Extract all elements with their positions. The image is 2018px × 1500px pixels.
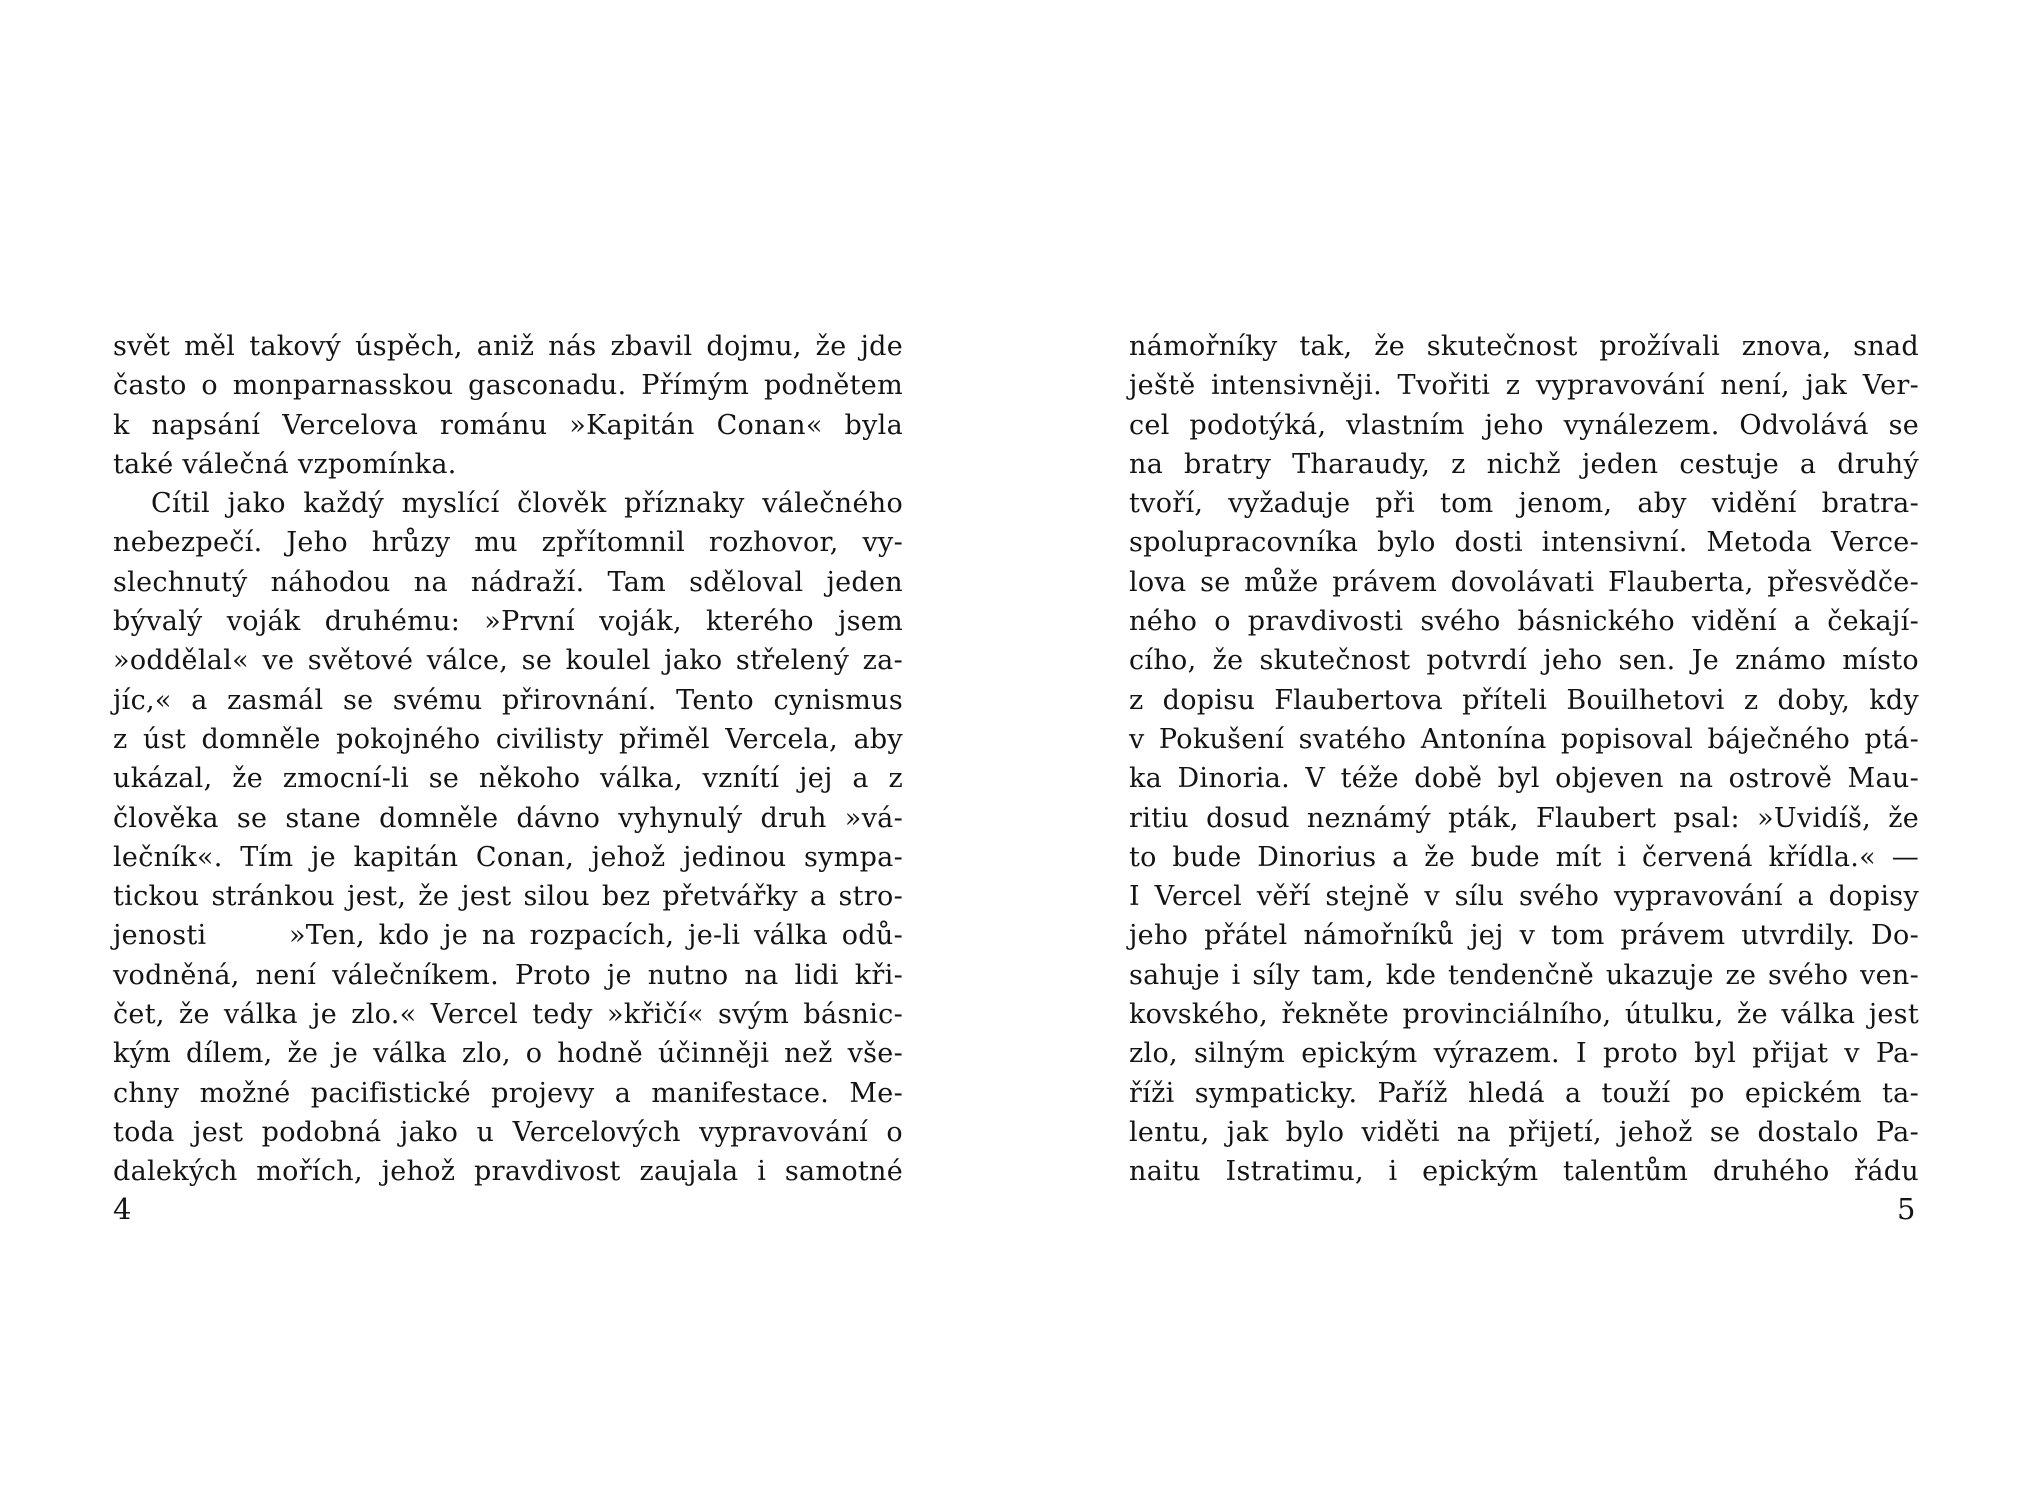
text-line: námořníky tak, že skutečnost prožívali znova, snad bbox=[1129, 331, 1919, 362]
text-line: ného o pravdivosti svého básnického vidění a čekají- bbox=[1129, 606, 1919, 638]
text-line: vodněná, není válečníkem. Proto je nutno na lidi kři- bbox=[113, 959, 903, 991]
left-page-text bbox=[113, 327, 903, 1192]
text-line: spolupracovníka bylo dosti intensivní. Metoda Verce- bbox=[1129, 527, 1919, 559]
text-line: ritiu dosud neznámý pták, Flaubert psal: »Uvidíš, že bbox=[1129, 802, 1919, 834]
text-line: »oddělal« ve světové válce, se koulel jako střelený za- bbox=[113, 645, 903, 677]
text-line: bývalý voják druhému: »První voják, kterého jsem bbox=[113, 606, 903, 638]
text-line: ka Dinoria. V téže době byl objeven na ostrově Mau- bbox=[1129, 763, 1919, 795]
text-line: jenosti »Ten, kdo je na rozpacích, je-li válka odů- bbox=[113, 920, 903, 952]
text-line: dalekých mořích, jehož pravdivost zaujala i samotné bbox=[113, 1156, 903, 1188]
text-line: cího, že skutečnost potvrdí jeho sen. Je známo místo bbox=[1129, 645, 1919, 677]
text-line: ještě intensivněji. Tvořiti z vypravování není, jak Ver- bbox=[1129, 370, 1919, 402]
text-line: kým dílem, že je válka zlo, o hodně účinněji než vše- bbox=[113, 1038, 903, 1070]
text-line: Cítil jako každý myslící člověk příznaky válečného bbox=[151, 488, 903, 520]
text-line: to bude Dinorius a že bude mít i červená křídla.« — bbox=[1129, 841, 1919, 873]
page-number-right: 5 bbox=[1897, 1192, 1916, 1226]
text-line: často o monparnasskou gasconadu. Přímým podnětem bbox=[113, 370, 903, 402]
text-line: ukázal, že zmocní-li se někoho válka, vznítí jej a z bbox=[113, 763, 903, 795]
text-line: jíc,« a zasmál se svému přirovnání. Tento cynismus bbox=[113, 684, 903, 716]
text-line: v Pokušení svatého Antonína popisoval báječného ptá- bbox=[1129, 723, 1919, 755]
text-line: svět měl takový úspěch, aniž nás zbavil dojmu, že jde bbox=[113, 331, 903, 362]
text-line: k napsání Vercelova románu »Kapitán Conan« byla bbox=[113, 409, 903, 441]
text-line: slechnutý náhodou na nádraží. Tam sděloval jeden bbox=[113, 566, 903, 598]
text-line: sahuje i síly tam, kde tendenčně ukazuje ze svého ven- bbox=[1129, 959, 1919, 991]
text-line: lentu, jak bylo viděti na přijetí, jehož se dostalo Pa- bbox=[1129, 1116, 1919, 1148]
text-line: také válečná vzpomínka. bbox=[113, 448, 457, 480]
text-line: jeho přátel námořníků jej v tom právem utvrdily. Do- bbox=[1129, 920, 1919, 952]
text-line: I Vercel věří stejně v sílu svého vypravování a dopisy bbox=[1129, 881, 1919, 913]
text-line: chny možné pacifistické projevy a manifestace. Me- bbox=[113, 1077, 903, 1109]
text-line: tvoří, vyžaduje při tom jenom, aby vidění bratra- bbox=[1129, 488, 1919, 520]
text-line: toda jest podobná jako u Vercelových vypravování o bbox=[113, 1116, 903, 1148]
text-line: tickou stránkou jest, že jest silou bez přetvářky a stro- bbox=[113, 881, 903, 913]
text-line: říži sympaticky. Paříž hledá a touží po epickém ta- bbox=[1129, 1077, 1919, 1109]
text-line: kovského, řekněte provinciálního, útulku, že válka jest bbox=[1129, 999, 1919, 1031]
text-line: naitu Istratimu, i epickým talentům druhého řádu bbox=[1129, 1156, 1919, 1188]
right-page-text bbox=[1129, 327, 1919, 1192]
text-line: čet, že válka je zlo.« Vercel tedy »křičí« svým básnic- bbox=[113, 999, 903, 1031]
text-line: z úst domněle pokojného civilisty přiměl Vercela, aby bbox=[113, 723, 903, 755]
page-number-left: 4 bbox=[113, 1192, 132, 1226]
text-line: z dopisu Flaubertova příteli Bouilhetovi z doby, kdy bbox=[1129, 684, 1919, 716]
right-page bbox=[1009, 0, 2018, 1500]
text-line: zlo, silným epickým výrazem. I proto byl přijat v Pa- bbox=[1129, 1038, 1919, 1070]
text-line: lečník«. Tím je kapitán Conan, jehož jedinou sympa- bbox=[113, 841, 903, 873]
text-line: na bratry Tharaudy, z nichž jeden cestuje a druhý bbox=[1129, 448, 1919, 480]
text-line: cel podotýká, vlastním jeho vynálezem. Odvolává se bbox=[1129, 409, 1919, 441]
text-line: lova se může právem dovolávati Flauberta, přesvědče- bbox=[1129, 566, 1919, 598]
text-line: člověka se stane domněle dávno vyhynulý druh »vá- bbox=[113, 802, 903, 834]
text-line: nebezpečí. Jeho hrůzy mu zpřítomnil rozhovor, vy- bbox=[113, 527, 903, 559]
